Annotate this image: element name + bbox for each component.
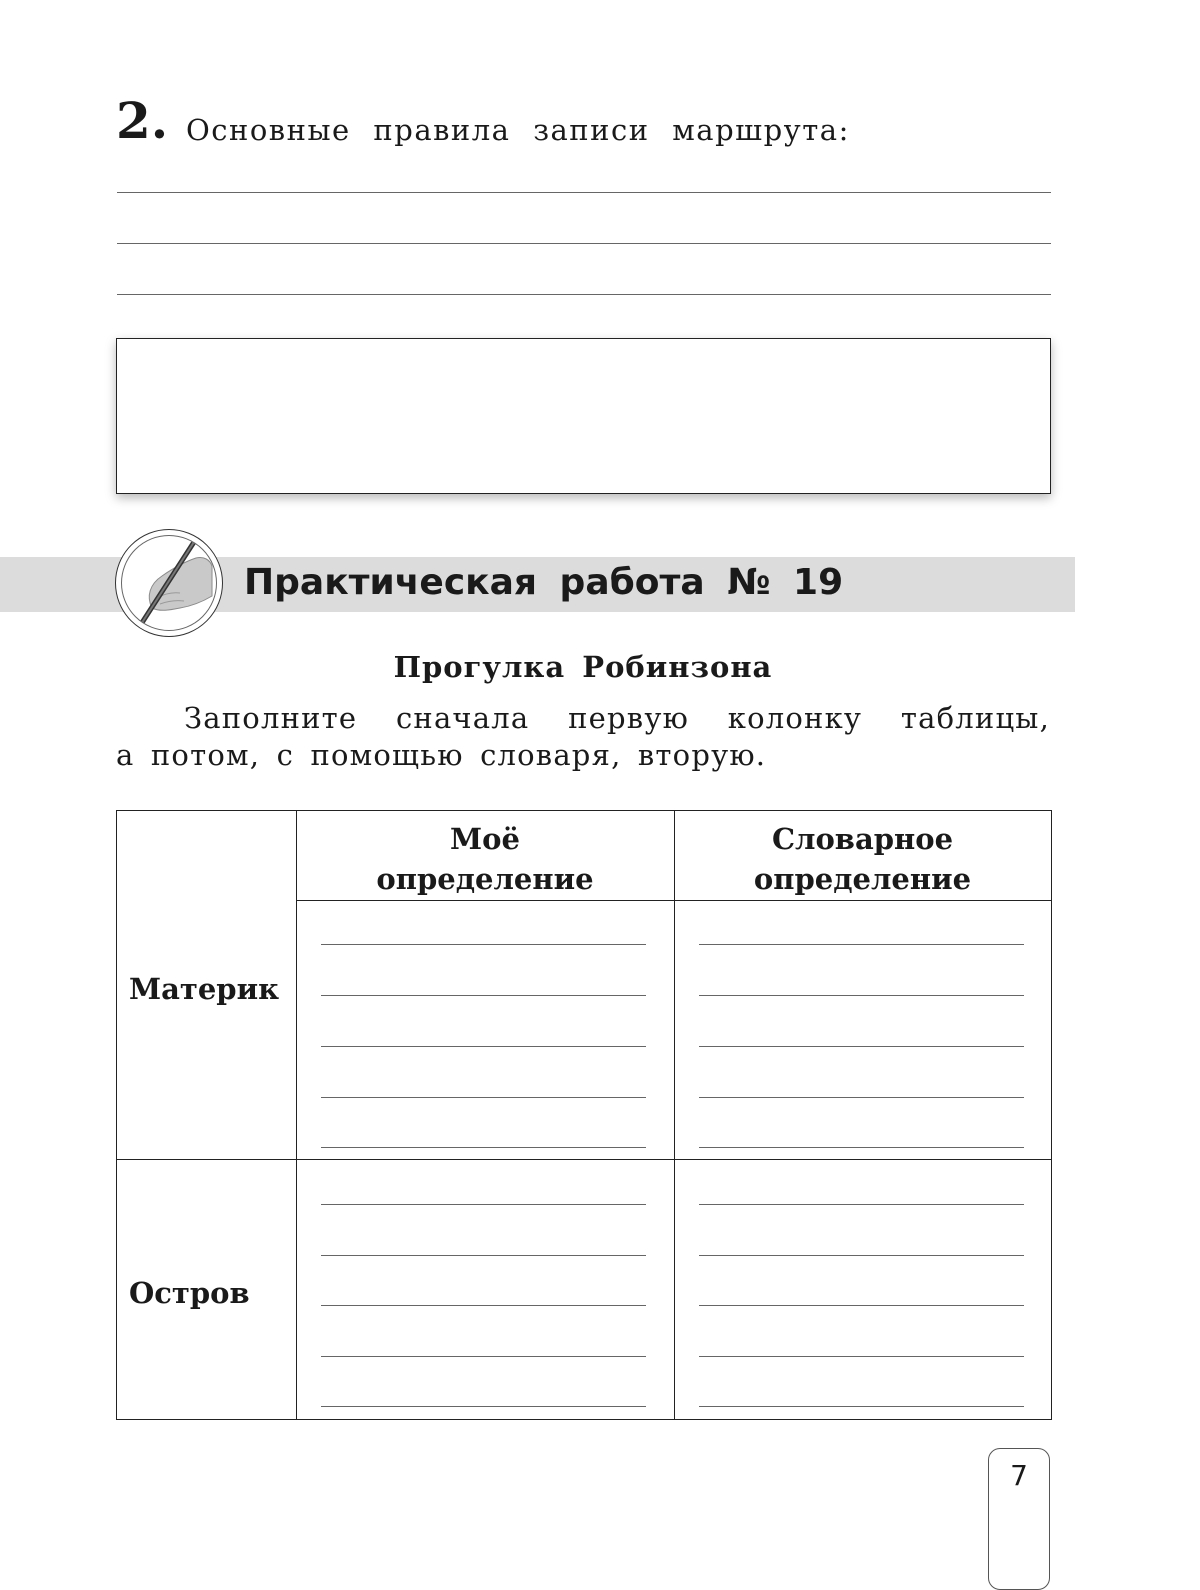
task-number: 2.: [116, 91, 169, 150]
table-divider: [296, 900, 1051, 901]
cell-writing-line[interactable]: [321, 1406, 646, 1407]
cell-writing-line[interactable]: [321, 1204, 646, 1205]
cell-writing-line[interactable]: [699, 1097, 1024, 1098]
cell-writing-line[interactable]: [699, 1305, 1024, 1306]
header-line: Словарное: [771, 822, 954, 856]
cell-writing-line[interactable]: [321, 1356, 646, 1357]
row-label-island: Остров: [129, 1276, 250, 1310]
cell-writing-line[interactable]: [699, 944, 1024, 945]
task-text: Основные правила записи маршрута:: [186, 113, 850, 147]
header-line: Моё: [450, 822, 520, 856]
cell-writing-line[interactable]: [699, 1204, 1024, 1205]
table-divider: [674, 811, 675, 1419]
cell-writing-line[interactable]: [321, 995, 646, 996]
cell-writing-line[interactable]: [321, 1147, 646, 1148]
row-label-mainland: Материк: [129, 972, 280, 1006]
practical-work-title: Практическая работа № 19: [244, 562, 844, 603]
hand-pencil-icon: [115, 529, 223, 637]
cell-writing-line[interactable]: [699, 1356, 1024, 1357]
column-header-my-definition: [296, 819, 674, 899]
cell-writing-line[interactable]: [321, 1255, 646, 1256]
cell-writing-line[interactable]: [321, 944, 646, 945]
definitions-table: [116, 810, 1052, 1420]
answer-line[interactable]: [117, 192, 1051, 193]
cell-writing-line[interactable]: [699, 1147, 1024, 1148]
header-line: определение: [753, 862, 972, 896]
answer-line[interactable]: [117, 294, 1051, 295]
exercise-title: Прогулка Робинзона: [393, 650, 773, 684]
page-number-tab: [988, 1448, 1050, 1590]
cell-writing-line[interactable]: [321, 1046, 646, 1047]
cell-writing-line[interactable]: [321, 1305, 646, 1306]
cell-writing-line[interactable]: [699, 1406, 1024, 1407]
cell-writing-line[interactable]: [699, 1046, 1024, 1047]
cell-writing-line[interactable]: [321, 1097, 646, 1098]
table-divider: [117, 1159, 1051, 1160]
answer-line[interactable]: [117, 243, 1051, 244]
instruction-line: а потом, с помощью словаря, вторую.: [116, 738, 767, 772]
answer-box[interactable]: [116, 338, 1051, 494]
table-divider: [296, 811, 297, 1419]
column-header-dictionary-definition: [674, 819, 1051, 899]
header-line: определение: [376, 862, 594, 896]
instruction-line: Заполните сначала первую колонку таблицы,: [184, 701, 1050, 735]
exercise-instruction: [116, 700, 1050, 774]
cell-writing-line[interactable]: [699, 995, 1024, 996]
cell-writing-line[interactable]: [699, 1255, 1024, 1256]
page-number: 7: [1010, 1459, 1028, 1492]
